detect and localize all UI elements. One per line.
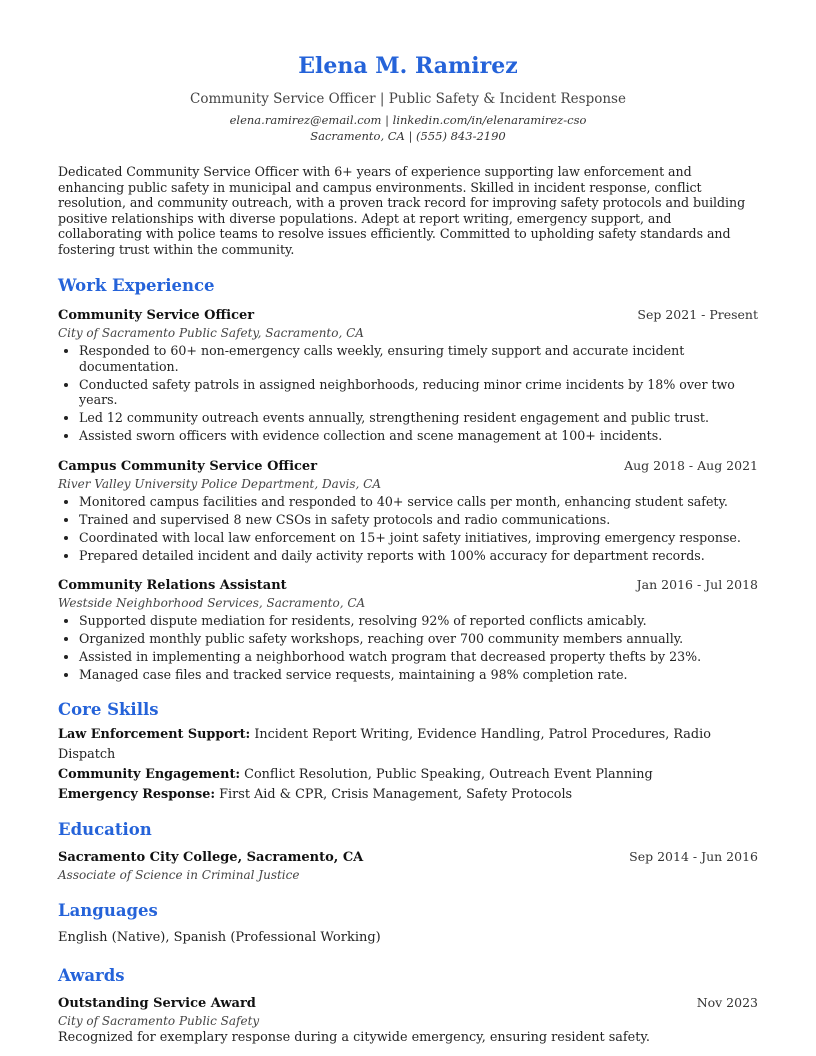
- list-item: • Prepared detailed incident and daily activity reports with 100% accuracy for department records.: [79, 548, 758, 564]
- list-item: • Supported dispute mediation for residents, resolving 92% of reported conflicts amicably.: [79, 613, 758, 629]
- headline: Community Service Officer | Public Safety & Incident Response: [190, 91, 626, 107]
- skill-list: First Aid & CPR, Crisis Management, Safety Protocols: [219, 786, 573, 802]
- work-experience-section: [58, 275, 758, 683]
- job-date: Sep 2021 - Present: [637, 307, 758, 322]
- skill-list: Conflict Resolution, Public Speaking, Outreach Event Planning: [244, 766, 653, 782]
- section-title-work-experience: Work Experience: [58, 276, 215, 295]
- job-organization: City of Sacramento Public Safety, Sacramento, CA: [58, 326, 364, 340]
- job-organization: Westside Neighborhood Services, Sacramento, CA: [58, 596, 366, 610]
- section-title-awards: Awards: [58, 965, 125, 985]
- list-item: • Led 12 community outreach events annually, strengthening resident engagement and public trust.: [79, 410, 758, 426]
- job-entry: [58, 457, 758, 564]
- skill-row: [58, 725, 758, 765]
- job-title: Community Relations Assistant: [58, 578, 287, 593]
- list-item: • Conducted safety patrols in assigned neighborhoods, reducing minor crime incidents by 18% over two years.: [79, 377, 758, 408]
- contact-line-location-phone: Sacramento, CA | (555) 843-2190: [310, 129, 506, 143]
- job-bullets: [58, 613, 758, 683]
- job-title: Campus Community Service Officer: [58, 458, 318, 474]
- list-item: • Managed case files and tracked service requests, maintaining a 98% completion rate.: [79, 667, 758, 683]
- section-title-languages: Languages: [58, 900, 158, 920]
- core-skills-section: [58, 699, 758, 805]
- awards-section: [58, 965, 758, 1046]
- contact-line-email-linkedin: elena.ramirez@email.com | linkedin.com/in/elenaramirez-cso: [229, 113, 587, 127]
- skill-row: [58, 785, 758, 805]
- job-date: Jan 2016 - Jul 2018: [636, 577, 758, 592]
- job-date: Aug 2018 - Aug 2021: [624, 457, 758, 473]
- award-name: Outstanding Service Award: [58, 995, 256, 1011]
- award-description: Recognized for exemplary response during a citywide emergency, ensuring resident safety.: [58, 1029, 650, 1045]
- award-organization: City of Sacramento Public Safety: [58, 1013, 260, 1028]
- list-item: • Coordinated with local law enforcement on 15+ joint safety initiatives, improving emergency response.: [79, 530, 758, 546]
- professional-summary: Dedicated Community Service Officer with 6+ years of experience supporting law enforcement and enhancing public safety in municipal and campus environments. Skilled in incident response, conflict resolution, and community outreach, with a proven track record for improving safety protocols and building positive relationships with diverse populations. Adept at report writing, emergency support, and collaborating with police teams to resolve issues efficiently. Committed to upholding safety standards and fostering trust within the community.: [58, 164, 746, 257]
- candidate-name: Elena M. Ramirez: [298, 53, 518, 79]
- school-name: Sacramento City College, Sacramento, CA: [58, 849, 364, 865]
- list-item: • Organized monthly public safety workshops, reaching over 700 community members annually.: [79, 631, 758, 647]
- list-item: • Monitored campus facilities and responded to 40+ service calls per month, enhancing student safety.: [79, 494, 758, 510]
- job-bullets: [58, 494, 758, 564]
- job-entry: [58, 306, 758, 444]
- skill-category: Law Enforcement Support:: [58, 726, 251, 742]
- skill-category: Community Engagement:: [58, 766, 241, 782]
- skill-category: Emergency Response:: [58, 786, 216, 802]
- list-item: • Trained and supervised 8 new CSOs in safety protocols and radio communications.: [79, 512, 758, 528]
- job-bullets: [58, 343, 758, 444]
- list-item: • Assisted sworn officers with evidence collection and scene management at 100+ incidents.: [79, 428, 758, 444]
- section-title-education: Education: [58, 819, 152, 839]
- languages-list: English (Native), Spanish (Professional Working): [58, 929, 381, 945]
- list-item: • Assisted in implementing a neighborhood watch program that decreased property thefts by 23%.: [79, 649, 758, 665]
- languages-section: [58, 900, 758, 947]
- section-title-core-skills: Core Skills: [58, 699, 159, 719]
- job-title: Community Service Officer: [58, 308, 255, 323]
- award-date: Nov 2023: [696, 994, 758, 1010]
- list-item: • Responded to 60+ non-emergency calls weekly, ensuring timely support and accurate incident documentation.: [79, 343, 758, 374]
- job-organization: River Valley University Police Department, Davis, CA: [58, 476, 382, 491]
- education-section: [58, 819, 758, 884]
- skill-list: Incident Report Writing, Evidence Handling, Patrol Procedures, Radio Dispatch: [58, 726, 711, 762]
- skill-row: [58, 765, 758, 785]
- degree: Associate of Science in Criminal Justice: [58, 867, 300, 882]
- education-date: Sep 2014 - Jun 2016: [629, 848, 758, 864]
- job-entry: [58, 576, 758, 683]
